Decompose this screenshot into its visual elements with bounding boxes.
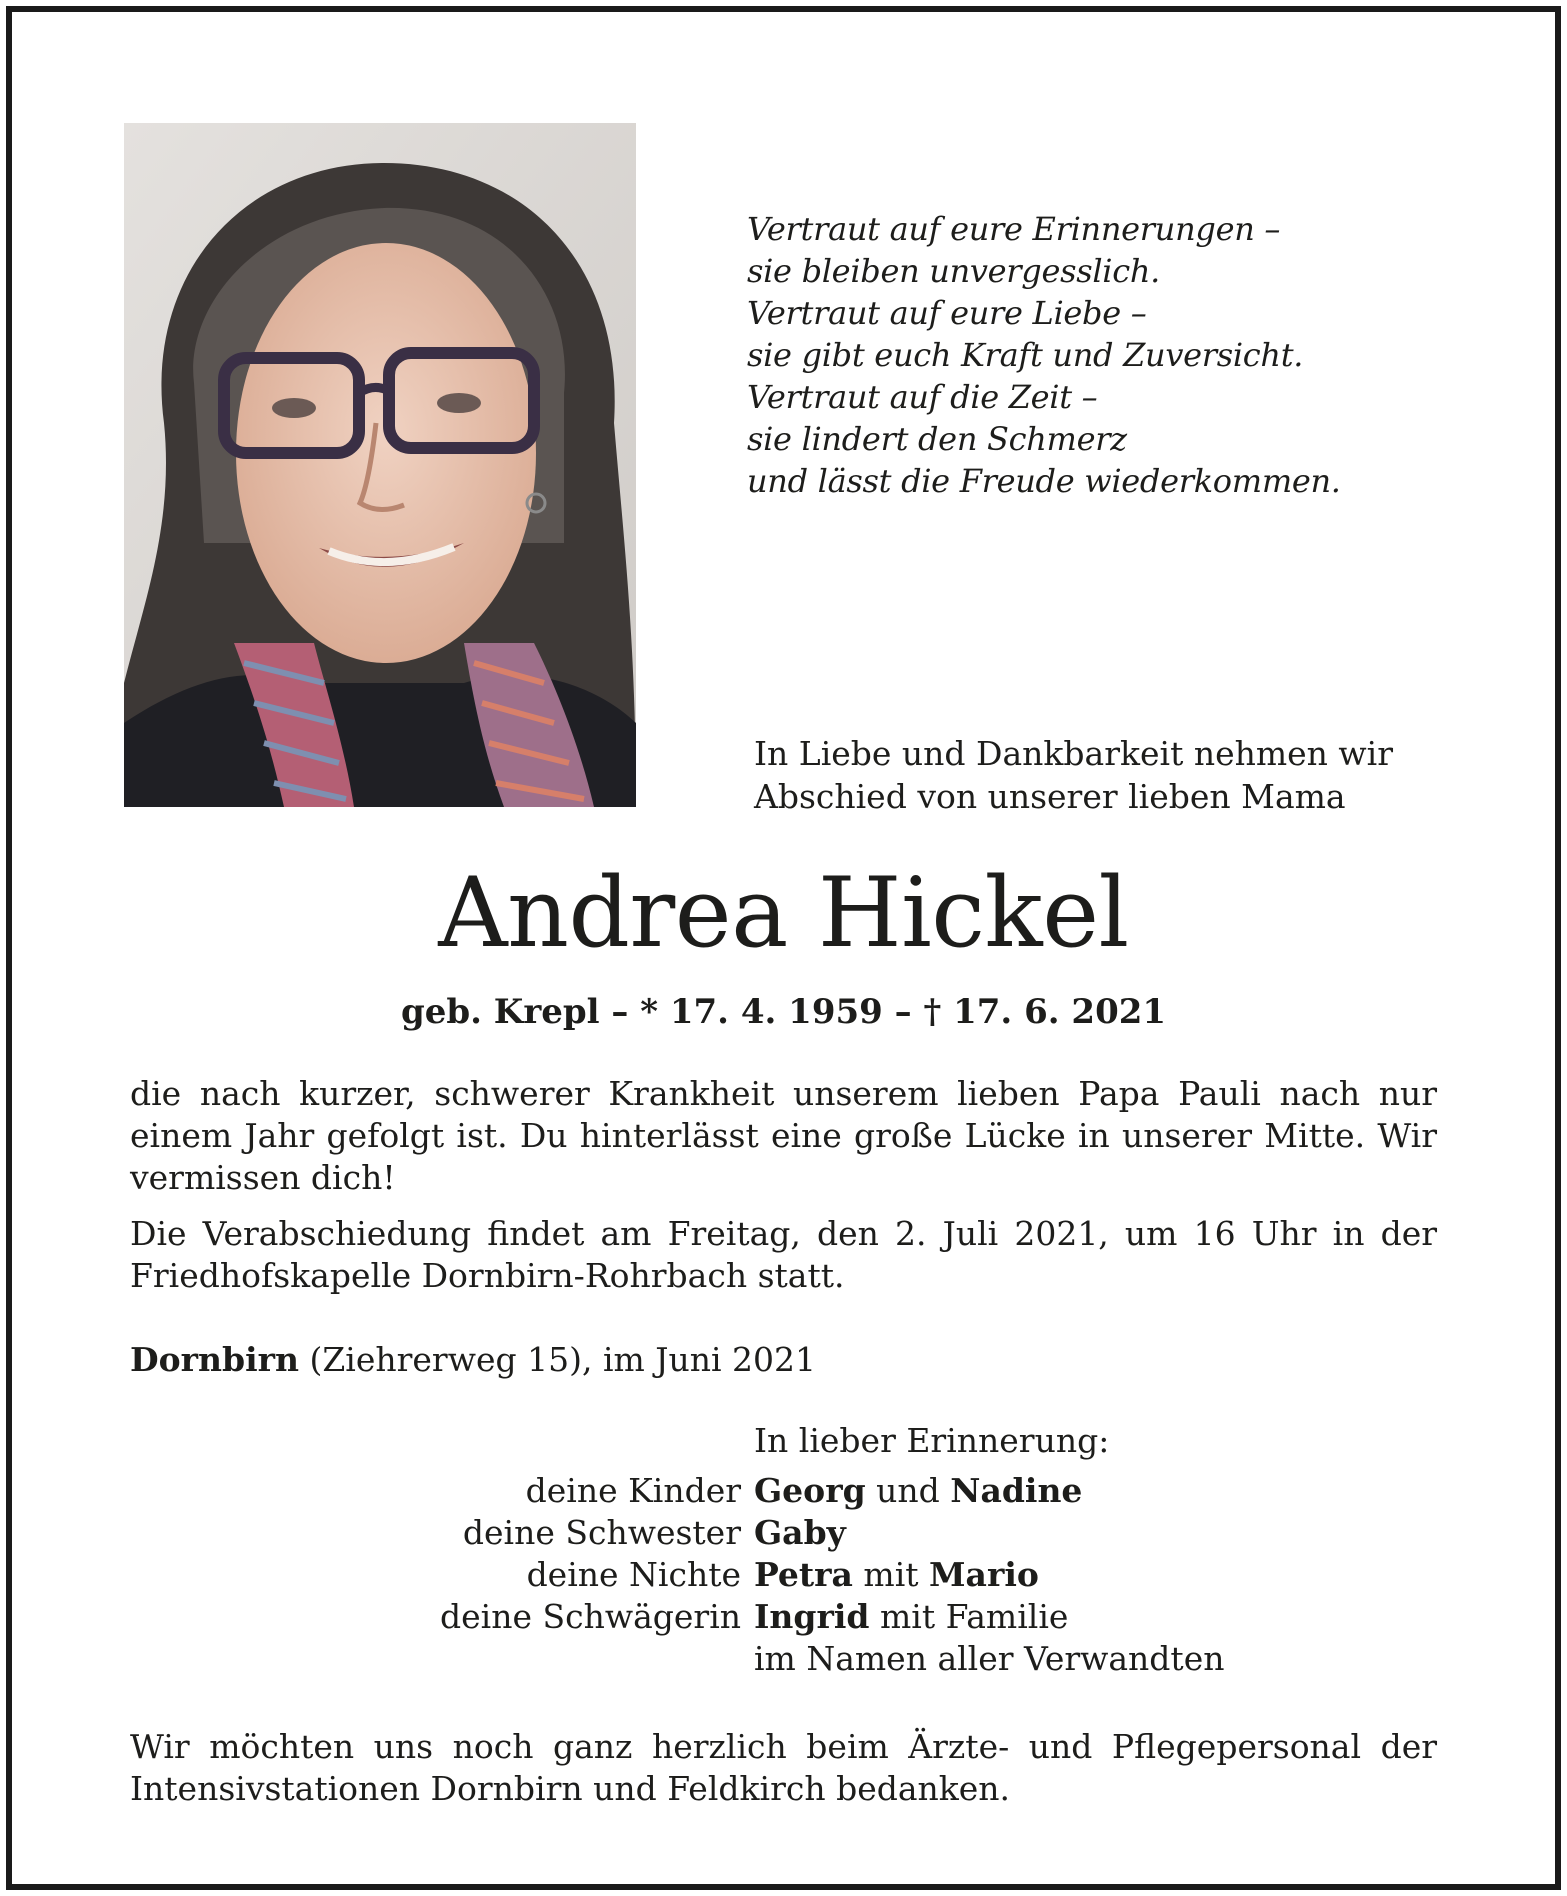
signer-names (754, 1596, 1068, 1638)
signer-join: mit (852, 1555, 930, 1594)
poem-line: Vertraut auf eure Erinnerungen – (747, 210, 1281, 248)
signer-name: Georg (754, 1471, 866, 1510)
signer-join: mit Familie (869, 1597, 1069, 1636)
signer-row (0, 1554, 1567, 1596)
signer-row (0, 1512, 1567, 1554)
portrait-photo (124, 123, 636, 807)
life-dates: geb. Krepl – * 17. 4. 1959 – † 17. 6. 2021 (400, 992, 1167, 1032)
poem-quote (747, 208, 1341, 502)
signer-relation: deine Schwägerin (440, 1597, 741, 1636)
place-city: Dornbirn (130, 1340, 299, 1379)
signer-name: Gaby (754, 1513, 846, 1552)
place-rest: (Ziehrerweg 15), im Juni 2021 (299, 1340, 817, 1379)
deceased-name: Andrea Hickel (438, 857, 1129, 969)
farewell-line-1: In Liebe und Dankbarkeit nehmen wir (754, 734, 1394, 773)
poem-line: und lässt die Freude wiederkommen. (747, 462, 1341, 500)
signer-name: Nadine (950, 1471, 1083, 1510)
signer-closing: im Namen aller Verwandten (754, 1639, 1225, 1678)
signer-join: und (865, 1471, 951, 1510)
signer-name: Petra (754, 1555, 853, 1594)
signer-names (754, 1470, 1082, 1512)
portrait-image (124, 123, 636, 807)
poem-line: sie bleiben unvergesslich. (747, 252, 1161, 290)
poem-line: Vertraut auf eure Liebe – (747, 294, 1147, 332)
paragraph-line: vermissen dich! (130, 1158, 396, 1197)
signer-relation: deine Kinder (525, 1471, 741, 1510)
signers-list (0, 1470, 1567, 1680)
poem-line: sie gibt euch Kraft und Zuversicht. (747, 336, 1304, 374)
memory-heading: In lieber Erinnerung: (754, 1421, 1110, 1460)
signer-name: Ingrid (754, 1597, 870, 1636)
poem-line: sie lindert den Schmerz (747, 420, 1127, 458)
body-paragraph-2 (130, 1213, 1437, 1297)
paragraph-line: Wir möchten uns noch ganz herzlich beim Ärzte- und Pflegepersonal der (130, 1727, 1437, 1766)
farewell-line-2: Abschied von unserer lieben Mama (754, 777, 1346, 816)
signer-names (754, 1554, 1039, 1596)
signer-row (0, 1470, 1567, 1512)
signer-relation: deine Nichte (526, 1555, 741, 1594)
signer-relation: deine Schwester (462, 1513, 741, 1552)
farewell-text (754, 732, 1393, 818)
place-date-line (130, 1339, 816, 1381)
poem-line: Vertraut auf die Zeit – (747, 378, 1098, 416)
paragraph-line: Friedhofskapelle Dornbirn-Rohrbach statt. (130, 1256, 845, 1295)
signer-row (0, 1596, 1567, 1638)
thanks-paragraph (130, 1726, 1437, 1810)
signer-row (0, 1638, 1567, 1680)
paragraph-line: Intensivstationen Dornbirn und Feldkirch bedanken. (130, 1769, 1011, 1808)
body-paragraph-1 (130, 1073, 1437, 1199)
signer-name: Mario (929, 1555, 1039, 1594)
paragraph-line: die nach kurzer, schwerer Krankheit unserem lieben Papa Pauli nach nur (130, 1074, 1437, 1113)
signer-names (754, 1512, 846, 1554)
paragraph-line: Die Verabschiedung findet am Freitag, den 2. Juli 2021, um 16 Uhr in der (130, 1214, 1437, 1253)
paragraph-line: einem Jahr gefolgt ist. Du hinterlässt eine große Lücke in unserer Mitte. Wir (130, 1116, 1437, 1155)
